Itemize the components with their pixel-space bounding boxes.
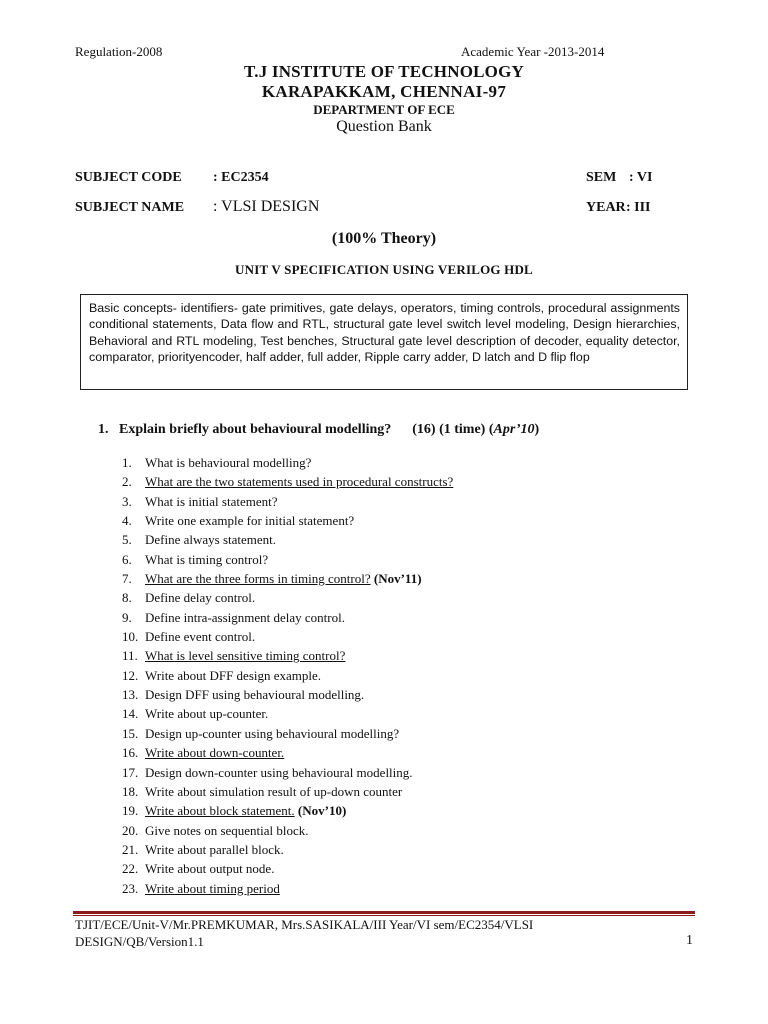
question-item bbox=[122, 801, 453, 820]
question-item bbox=[122, 782, 453, 801]
question-text: What are the two statements used in procedural constructs? bbox=[145, 474, 454, 490]
question-number: 9. bbox=[122, 609, 132, 625]
question-text: Design down-counter using behavioural modelling. bbox=[145, 764, 413, 780]
question-item bbox=[122, 511, 453, 530]
institute-name: T.J INSTITUTE OF TECHNOLOGY bbox=[244, 62, 524, 81]
question-item bbox=[122, 530, 453, 549]
question-number: 18. bbox=[122, 783, 139, 799]
question-number: 11. bbox=[122, 648, 138, 664]
question-number: 6. bbox=[122, 551, 132, 567]
question-item bbox=[122, 569, 453, 588]
year-label: YEAR bbox=[586, 200, 626, 215]
question-text: Define event control. bbox=[145, 629, 256, 645]
question-number: 8. bbox=[122, 590, 132, 606]
question-item bbox=[122, 743, 453, 762]
question-number: 17. bbox=[122, 764, 139, 780]
unit-title: UNIT V SPECIFICATION USING VERILOG HDL bbox=[235, 262, 533, 277]
question-exam-tag: (Nov’10) bbox=[294, 803, 347, 819]
question-item bbox=[122, 840, 453, 859]
question-item bbox=[122, 666, 453, 685]
question-number: 20. bbox=[122, 822, 139, 838]
question-item bbox=[122, 859, 453, 878]
sem-value: : VI bbox=[629, 170, 653, 185]
question-item bbox=[122, 453, 453, 472]
question-number: 21. bbox=[122, 841, 139, 857]
question-text: Write about simulation result of up-down counter bbox=[145, 783, 403, 799]
question-number: 19. bbox=[122, 803, 139, 819]
question-text: Design DFF using behavioural modelling. bbox=[145, 687, 365, 703]
main-question-marks: (16) (1 time) ( bbox=[412, 422, 494, 437]
question-item bbox=[122, 704, 453, 723]
question-number: 14. bbox=[122, 706, 139, 722]
question-text: What is timing control? bbox=[145, 551, 269, 567]
main-question-text: Explain briefly about behavioural modelling? bbox=[119, 422, 392, 437]
question-item bbox=[122, 550, 453, 569]
question-number: 3. bbox=[122, 493, 132, 509]
subject-name-label: SUBJECT NAME bbox=[75, 200, 185, 215]
question-item bbox=[122, 879, 453, 898]
footer-text: TJIT/ECE/Unit-V/Mr.PREMKUMAR, Mrs.SASIKALA/III Year/VI sem/EC2354/VLSI DESIGN/QB/Version1.1 bbox=[75, 917, 534, 949]
question-number: 23. bbox=[122, 880, 139, 896]
question-text: What is behavioural modelling? bbox=[145, 455, 312, 470]
main-question-number: 1. bbox=[98, 422, 109, 437]
question-text: Write about DFF design example. bbox=[145, 667, 322, 683]
question-number: 13. bbox=[122, 687, 139, 703]
question-number: 1. bbox=[122, 455, 132, 470]
syllabus-box: Basic concepts- identifiers- gate primitives, gate delays, operators, timing controls, procedural assignments conditional statements, Data flow and RTL, structural gate level switch level modeling, Design hierarchies, Behavioral and RTL modeling, Test benches, Structural gate level description of decoder, equality detector, comparator, priorityencoder, half adder, full adder, Ripple carry adder, D latch and D flip flop bbox=[80, 294, 688, 390]
question-list bbox=[122, 453, 453, 898]
question-number: 16. bbox=[122, 745, 139, 761]
question-item bbox=[122, 821, 453, 840]
academic-year-text: Academic Year -2013-2014 bbox=[461, 44, 605, 59]
question-item bbox=[122, 627, 453, 646]
question-text: What is initial statement? bbox=[145, 493, 278, 509]
page-number: 1 bbox=[686, 933, 693, 948]
question-number: 4. bbox=[122, 513, 132, 529]
main-question bbox=[98, 422, 539, 438]
footer-rule-thick bbox=[73, 911, 695, 914]
question-text: Design up-counter using behavioural modelling? bbox=[145, 725, 400, 741]
question-text: Define delay control. bbox=[145, 590, 256, 606]
question-number: 22. bbox=[122, 861, 139, 877]
question-number: 2. bbox=[122, 474, 132, 490]
question-text: Write about up-counter. bbox=[145, 706, 269, 722]
question-item bbox=[122, 763, 453, 782]
department-name: DEPARTMENT OF ECE bbox=[313, 102, 455, 117]
question-text: Write about timing period bbox=[145, 880, 280, 896]
question-text: Write about output node. bbox=[145, 861, 275, 877]
subject-code-value: : EC2354 bbox=[213, 170, 269, 185]
question-text: What is level sensitive timing control? bbox=[145, 648, 346, 664]
question-text: Write about block statement. bbox=[145, 803, 295, 819]
question-item bbox=[122, 492, 453, 511]
question-item bbox=[122, 685, 453, 704]
question-exam-tag: (Nov’11) bbox=[370, 571, 422, 587]
document-type: Question Bank bbox=[336, 118, 432, 135]
question-number: 5. bbox=[122, 532, 132, 548]
question-text: Write about parallel block. bbox=[145, 841, 284, 857]
question-item bbox=[122, 724, 453, 743]
main-question-exam: Apr’10 bbox=[493, 422, 535, 437]
question-item bbox=[122, 608, 453, 627]
subject-name-value: : VLSI DESIGN bbox=[213, 198, 320, 215]
question-number: 15. bbox=[122, 725, 139, 741]
question-number: 7. bbox=[122, 571, 132, 587]
sem-label: SEM bbox=[586, 170, 617, 185]
subject-code-label: SUBJECT CODE bbox=[75, 170, 182, 185]
year-value: : III bbox=[626, 200, 651, 215]
theory-percentage: (100% Theory) bbox=[331, 230, 437, 247]
question-item bbox=[122, 588, 453, 607]
question-text: What are the three forms in timing control? bbox=[145, 571, 371, 587]
question-text: Define always statement. bbox=[145, 532, 277, 548]
regulation-text: Regulation-2008 bbox=[75, 44, 163, 59]
question-text: Give notes on sequential block. bbox=[145, 822, 309, 838]
question-number: 12. bbox=[122, 667, 139, 683]
main-question-close: ) bbox=[534, 422, 540, 437]
question-item bbox=[122, 646, 453, 665]
institute-location: KARAPAKKAM, CHENNAI-97 bbox=[261, 82, 507, 101]
question-number: 10. bbox=[122, 629, 139, 645]
question-text: Define intra-assignment delay control. bbox=[145, 609, 345, 625]
question-text: Write one example for initial statement? bbox=[145, 513, 355, 529]
question-text: Write about down-counter. bbox=[145, 745, 285, 761]
question-item bbox=[122, 472, 453, 491]
